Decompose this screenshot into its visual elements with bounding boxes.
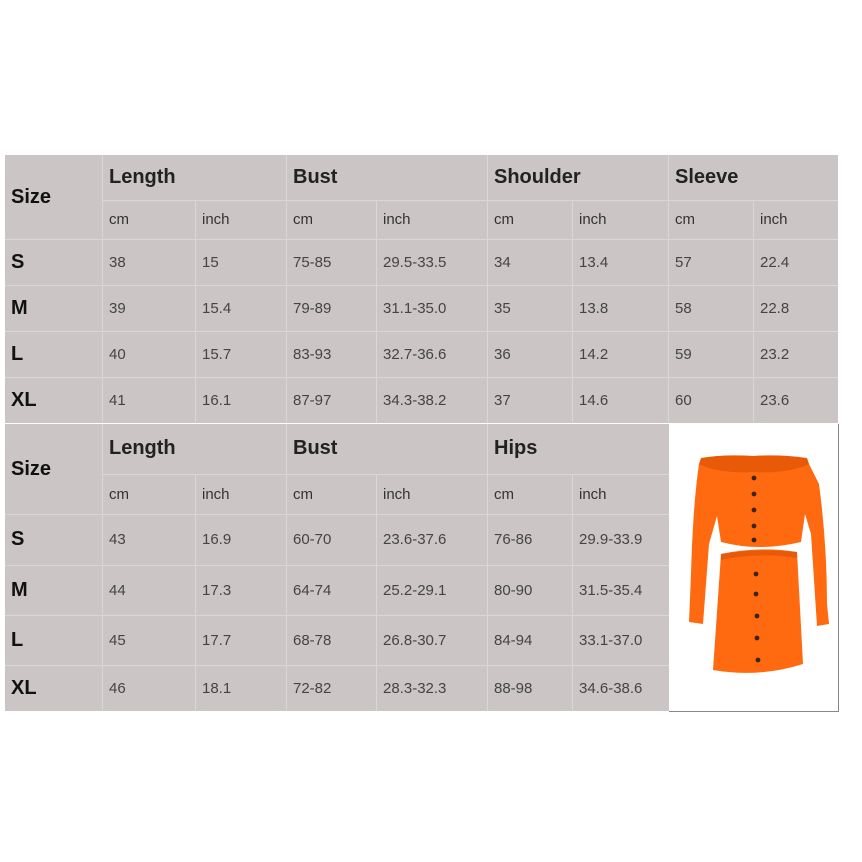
table-cell: 59 [675, 345, 692, 363]
divider [487, 155, 488, 423]
table-cell: 60 [675, 391, 692, 409]
table-cell: 14.2 [579, 345, 609, 363]
unit-label: cm [109, 211, 129, 228]
table-cell: 17.3 [202, 581, 232, 599]
table-cell: 23.2 [760, 345, 790, 363]
size-label: XL [11, 388, 37, 411]
table-cell: 57 [675, 253, 692, 271]
size-label: S [11, 250, 25, 273]
table-cell: 36 [494, 345, 511, 363]
table-cell: 38 [109, 253, 126, 271]
unit-label: inch [202, 485, 230, 503]
size-label: L [11, 628, 24, 651]
table-cell: 33.1-37.0 [579, 631, 643, 649]
unit-label: inch [760, 211, 788, 228]
table-cell: 88-98 [494, 679, 533, 697]
product-photo [669, 424, 839, 712]
table-cell: 25.2-29.1 [383, 581, 447, 599]
table-cell: 15.4 [202, 299, 232, 317]
table-cell: 31.1-35.0 [383, 299, 447, 317]
unit-label: inch [383, 485, 411, 503]
size-table-top [5, 155, 838, 423]
divider [487, 424, 488, 711]
table-cell: 43 [109, 531, 126, 548]
size-label: M [11, 296, 28, 319]
table-cell: 34 [494, 253, 511, 271]
divider [102, 155, 103, 423]
divider [286, 155, 287, 423]
table-cell: 64-74 [293, 581, 332, 599]
unit-label: cm [494, 485, 514, 503]
hips-header: Hips [494, 436, 538, 459]
divider [195, 200, 196, 423]
table-cell: 44 [109, 581, 126, 599]
table-cell: 68-78 [293, 631, 332, 649]
table-cell: 87-97 [293, 391, 332, 409]
divider [195, 474, 196, 711]
table-cell: 40 [109, 345, 126, 363]
unit-label: cm [109, 485, 129, 503]
table-cell: 18.1 [202, 679, 232, 697]
table-cell: 22.8 [760, 299, 790, 317]
table-cell: 26.8-30.7 [383, 631, 447, 649]
table-cell: 72-82 [293, 679, 332, 697]
unit-label: cm [675, 211, 695, 228]
table-cell: 15 [202, 253, 219, 271]
size-header: Size [11, 457, 52, 480]
table-cell: 84-94 [494, 631, 533, 649]
table-cell: 13.8 [579, 299, 609, 317]
unit-label: cm [293, 485, 313, 503]
size-label: M [11, 578, 28, 601]
orange-dress-icon [669, 424, 838, 711]
table-cell: 80-90 [494, 581, 533, 599]
length-header: Length [109, 436, 176, 459]
divider [286, 424, 287, 711]
divider [753, 200, 754, 423]
table-cell: 46 [109, 679, 126, 697]
table-cell: 35 [494, 299, 511, 317]
table-cell: 29.9-33.9 [579, 531, 643, 548]
table-cell: 34.3-38.2 [383, 391, 447, 409]
size-label: S [11, 528, 25, 550]
table-cell: 15.7 [202, 345, 232, 363]
size-header: Size [11, 185, 52, 208]
unit-label: cm [293, 211, 313, 228]
table-cell: 29.5-33.5 [383, 253, 447, 271]
table-cell: 32.7-36.6 [383, 345, 447, 363]
table-cell: 75-85 [293, 253, 332, 271]
table-cell: 22.4 [760, 253, 790, 271]
table-cell: 23.6-37.6 [383, 531, 447, 548]
unit-label: inch [202, 211, 230, 228]
table-cell: 39 [109, 299, 126, 317]
table-cell: 14.6 [579, 391, 609, 409]
divider [102, 424, 103, 711]
sleeve-header: Sleeve [675, 166, 739, 188]
divider [572, 474, 573, 711]
table-cell: 13.4 [579, 253, 609, 271]
size-table-bottom [5, 424, 669, 711]
table-cell: 31.5-35.4 [579, 581, 643, 599]
table-cell: 16.1 [202, 391, 232, 409]
table-cell: 16.9 [202, 531, 232, 548]
bust-header: Bust [293, 436, 338, 459]
table-cell: 17.7 [202, 631, 232, 649]
table-cell: 23.6 [760, 391, 790, 409]
size-label: L [11, 342, 24, 365]
shoulder-header: Shoulder [494, 166, 581, 188]
table-cell: 37 [494, 391, 511, 409]
table-cell: 28.3-32.3 [383, 679, 447, 697]
unit-label: inch [579, 211, 607, 228]
unit-label: inch [579, 485, 607, 503]
divider [668, 155, 669, 423]
table-cell: 34.6-38.6 [579, 679, 643, 697]
table-cell: 79-89 [293, 299, 332, 317]
size-label: XL [11, 676, 37, 699]
divider [376, 474, 377, 711]
length-header: Length [109, 166, 176, 188]
unit-label: inch [383, 211, 411, 228]
unit-label: cm [494, 211, 514, 228]
bust-header: Bust [293, 166, 338, 188]
table-cell: 45 [109, 631, 126, 649]
table-cell: 83-93 [293, 345, 332, 363]
divider [376, 200, 377, 423]
table-cell: 41 [109, 391, 126, 409]
table-cell: 58 [675, 299, 692, 317]
divider [572, 200, 573, 423]
table-cell: 76-86 [494, 531, 533, 548]
table-cell: 60-70 [293, 531, 332, 548]
